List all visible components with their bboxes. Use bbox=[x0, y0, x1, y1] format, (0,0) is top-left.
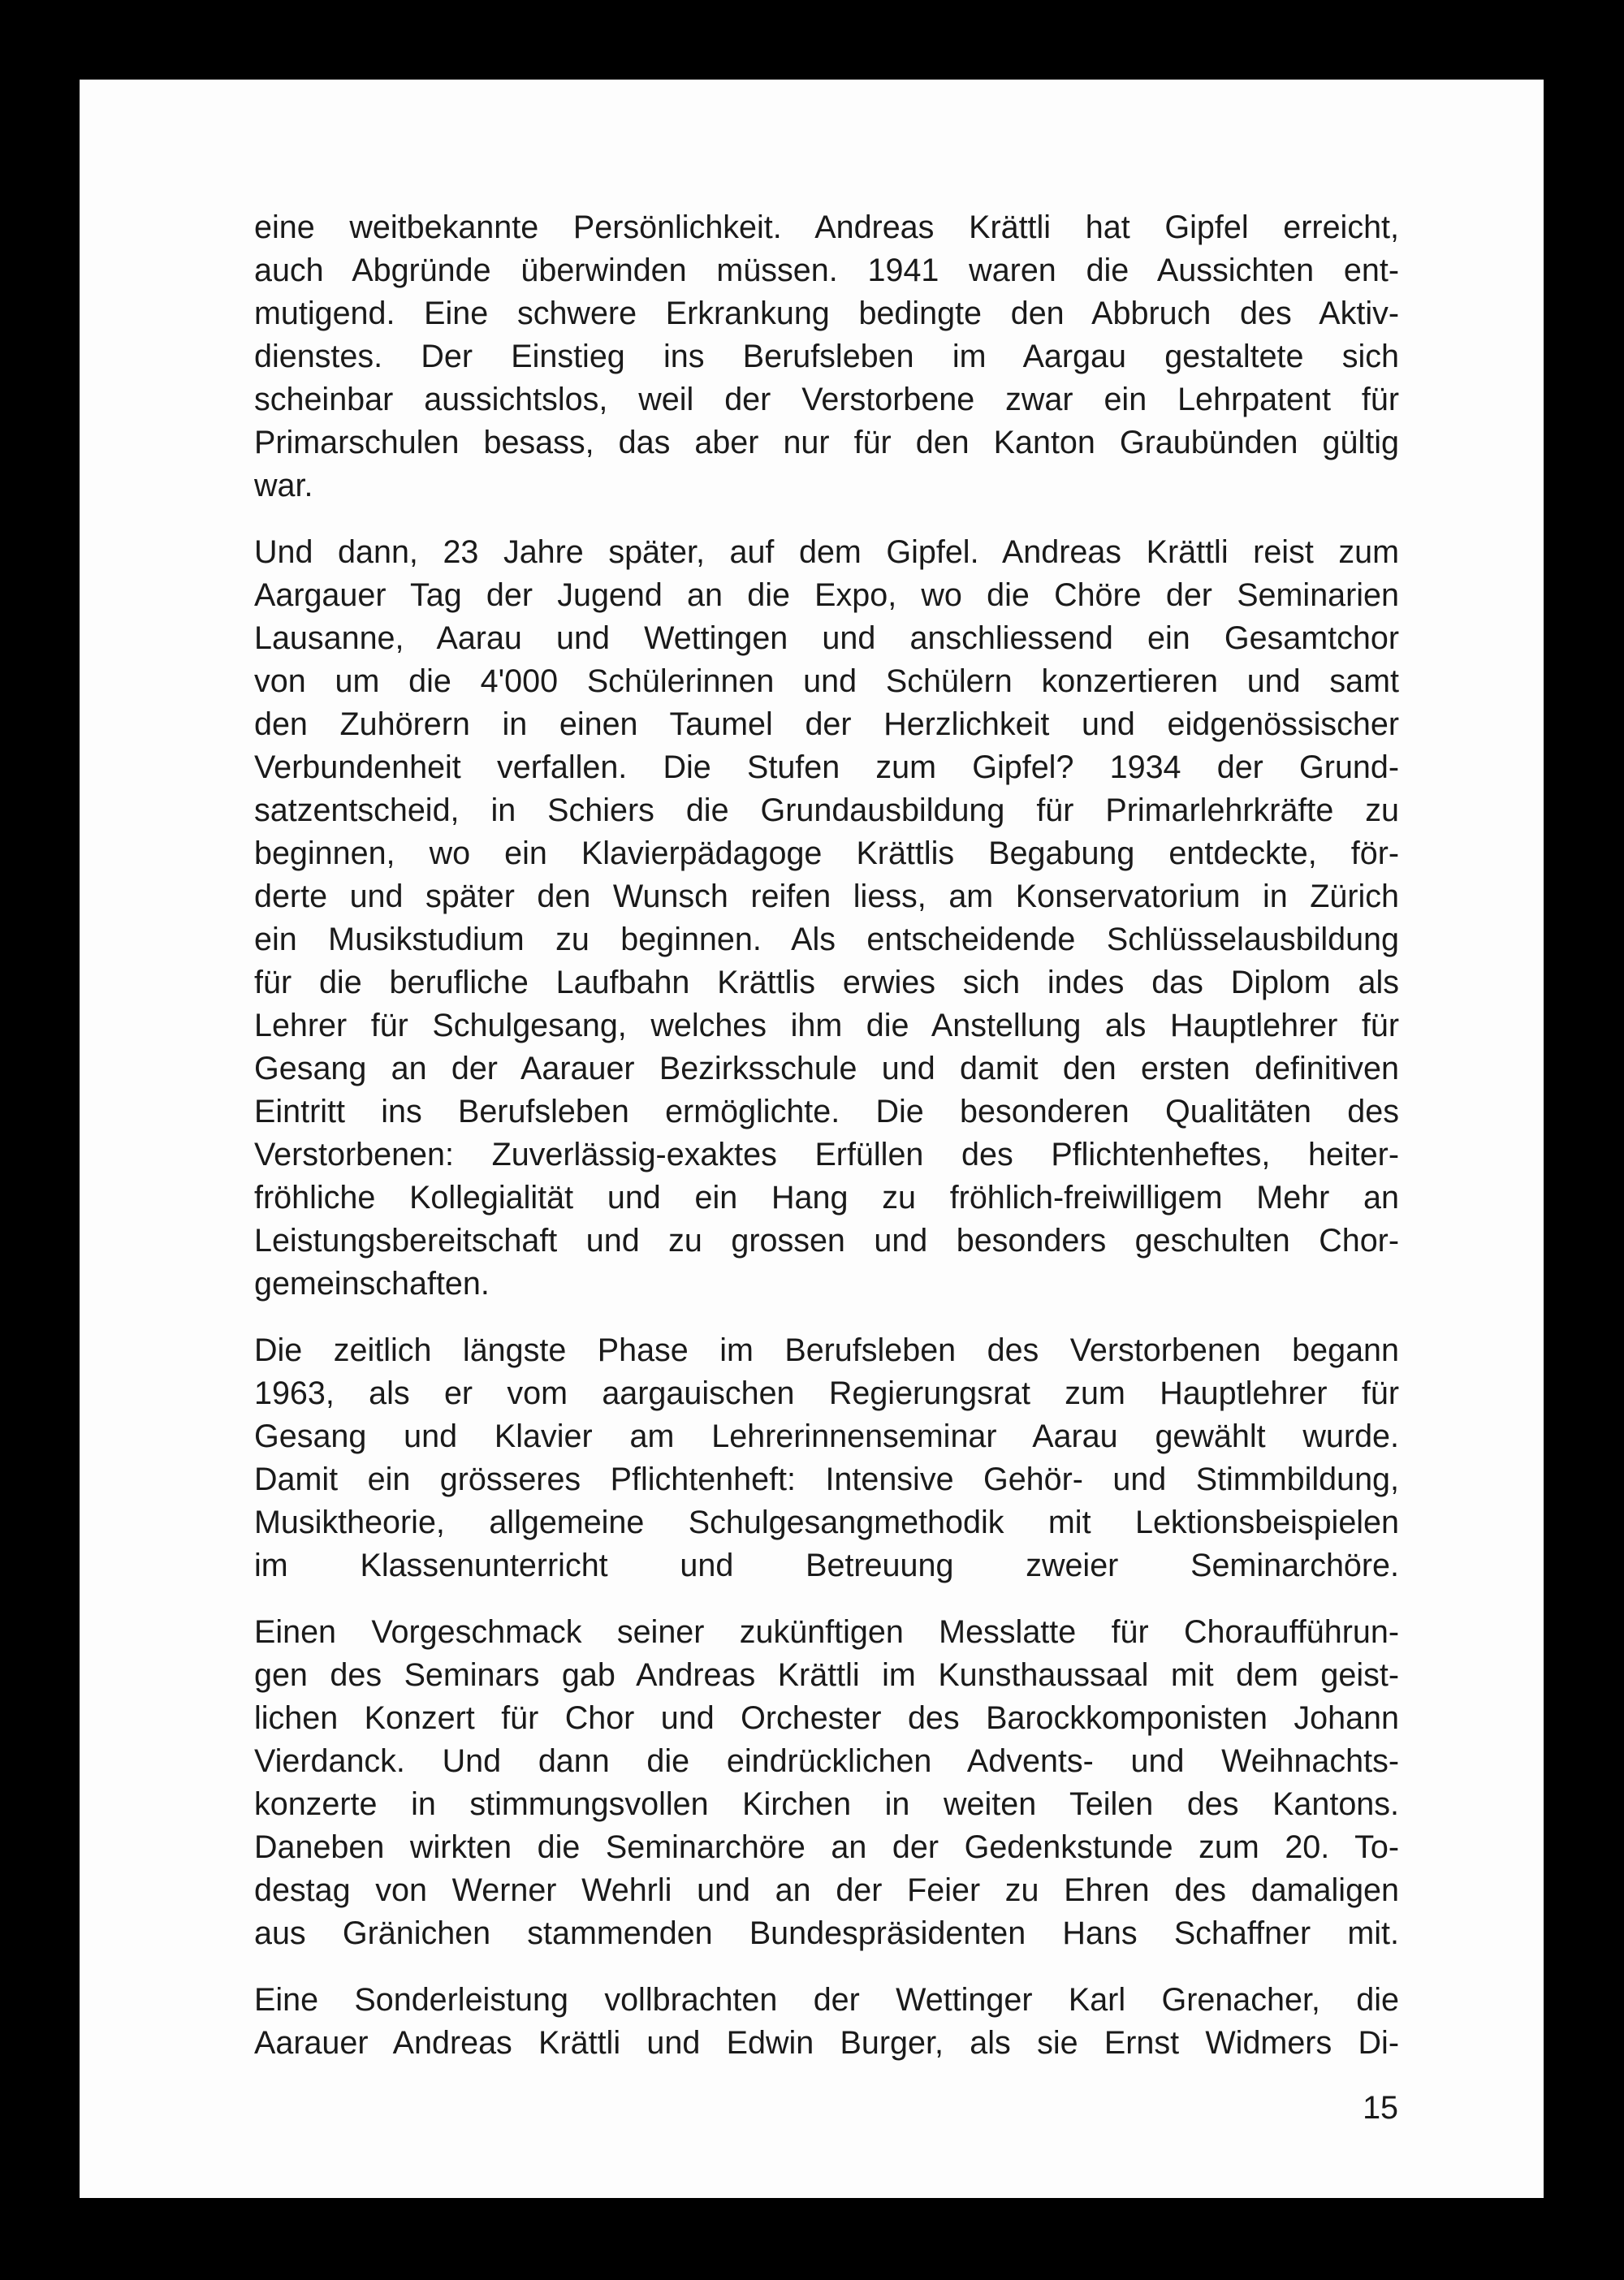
text-line: Daneben wirkten die Seminarchöre an der Gedenkstunde zum 20. To- bbox=[254, 1829, 1399, 1865]
text-line: Gesang an der Aarauer Bezirksschule und damit den ersten definitiven bbox=[254, 1051, 1399, 1086]
text-line: Leistungsbereitschaft und zu grossen und besonders geschulten Chor- bbox=[254, 1223, 1399, 1259]
text-line: Vierdanck. Und dann die eindrücklichen Advents- und Weihnachts- bbox=[254, 1743, 1399, 1779]
text-line: konzerte in stimmungsvollen Kirchen in weiten Teilen des Kantons. bbox=[254, 1786, 1399, 1822]
text-line: aus Gränichen stammenden Bundespräsidenten Hans Schaffner mit. bbox=[254, 1915, 1399, 1951]
text-line: satzentscheid, in Schiers die Grundausbildung für Primarlehrkräfte zu bbox=[254, 792, 1399, 828]
text-line: von um die 4'000 Schülerinnen und Schülern konzertieren und samt bbox=[254, 663, 1399, 699]
paragraph bbox=[254, 531, 1399, 1306]
text-line: 1963, als er vom aargauischen Regierungsrat zum Hauptlehrer für bbox=[254, 1375, 1399, 1411]
text-line: Die zeitlich längste Phase im Berufsleben des Verstorbenen begann bbox=[254, 1332, 1399, 1368]
text-line: Eintritt ins Berufsleben ermöglichte. Die besonderen Qualitäten des bbox=[254, 1094, 1399, 1129]
text-line: dienstes. Der Einstieg ins Berufsleben im Aargau gestaltete sich bbox=[254, 339, 1399, 374]
paragraph bbox=[254, 1329, 1399, 1587]
text-line: Primarschulen besass, das aber nur für den Kanton Graubünden gültig bbox=[254, 425, 1399, 460]
text-line: fröhliche Kollegialität und ein Hang zu fröhlich-freiwilligem Mehr an bbox=[254, 1180, 1399, 1216]
text-line: ein Musikstudium zu beginnen. Als entscheidende Schlüsselausbildung bbox=[254, 922, 1399, 957]
paragraph bbox=[254, 1611, 1399, 1955]
text-line: für die berufliche Laufbahn Krättlis erwies sich indes das Diplom als bbox=[254, 965, 1399, 1000]
text-line: Musiktheorie, allgemeine Schulgesangmethodik mit Lektionsbeispielen bbox=[254, 1505, 1399, 1540]
text-line: eine weitbekannte Persönlichkeit. Andreas Krättli hat Gipfel erreicht, bbox=[254, 209, 1399, 245]
body-text bbox=[254, 206, 1399, 2088]
text-line: Lehrer für Schulgesang, welches ihm die Anstellung als Hauptlehrer für bbox=[254, 1008, 1399, 1043]
text-line: Damit ein grösseres Pflichtenheft: Intensive Gehör- und Stimmbildung, bbox=[254, 1462, 1399, 1497]
text-line: Lausanne, Aarau und Wettingen und anschliessend ein Gesamtchor bbox=[254, 620, 1399, 656]
text-line: Und dann, 23 Jahre später, auf dem Gipfel. Andreas Krättli reist zum bbox=[254, 534, 1399, 570]
paragraph bbox=[254, 1979, 1399, 2065]
paragraph bbox=[254, 206, 1399, 507]
text-line: Gesang und Klavier am Lehrerinnenseminar Aarau gewählt wurde. bbox=[254, 1419, 1399, 1454]
text-line: Aargauer Tag der Jugend an die Expo, wo die Chöre der Seminarien bbox=[254, 577, 1399, 613]
text-line: Einen Vorgeschmack seiner zukünftigen Messlatte für Choraufführun- bbox=[254, 1614, 1399, 1650]
text-line: Verbundenheit verfallen. Die Stufen zum Gipfel? 1934 der Grund- bbox=[254, 749, 1399, 785]
text-line: gen des Seminars gab Andreas Krättli im Kunsthaussaal mit dem geist- bbox=[254, 1657, 1399, 1693]
text-line: mutigend. Eine schwere Erkrankung bedingte den Abbruch des Aktiv- bbox=[254, 296, 1399, 331]
text-line: Aarauer Andreas Krättli und Edwin Burger, als sie Ernst Widmers Di- bbox=[254, 2025, 1399, 2061]
text-line: Verstorbenen: Zuverlässig-exaktes Erfüllen des Pflichtenheftes, heiter- bbox=[254, 1137, 1399, 1172]
text-line: lichen Konzert für Chor und Orchester des Barockkomponisten Johann bbox=[254, 1700, 1399, 1736]
page-number: 15 bbox=[1363, 2090, 1398, 2126]
text-line: den Zuhörern in einen Taumel der Herzlichkeit und eidgenössischer bbox=[254, 706, 1399, 742]
text-line: derte und später den Wunsch reifen liess, am Konservatorium in Zürich bbox=[254, 879, 1399, 914]
text-line: auch Abgründe überwinden müssen. 1941 waren die Aussichten ent- bbox=[254, 253, 1399, 288]
document-page bbox=[80, 80, 1544, 2198]
text-line: war. bbox=[254, 468, 313, 503]
text-line: beginnen, wo ein Klavierpädagoge Krättlis Begabung entdeckte, för- bbox=[254, 836, 1399, 871]
text-line: im Klassenunterricht und Betreuung zweier Seminarchöre. bbox=[254, 1548, 1399, 1583]
text-line: scheinbar aussichtslos, weil der Verstorbene zwar ein Lehrpatent für bbox=[254, 382, 1399, 417]
text-line: gemeinschaften. bbox=[254, 1266, 490, 1302]
text-line: Eine Sonderleistung vollbrachten der Wettinger Karl Grenacher, die bbox=[254, 1982, 1399, 2018]
text-line: destag von Werner Wehrli und an der Feier zu Ehren des damaligen bbox=[254, 1872, 1399, 1908]
